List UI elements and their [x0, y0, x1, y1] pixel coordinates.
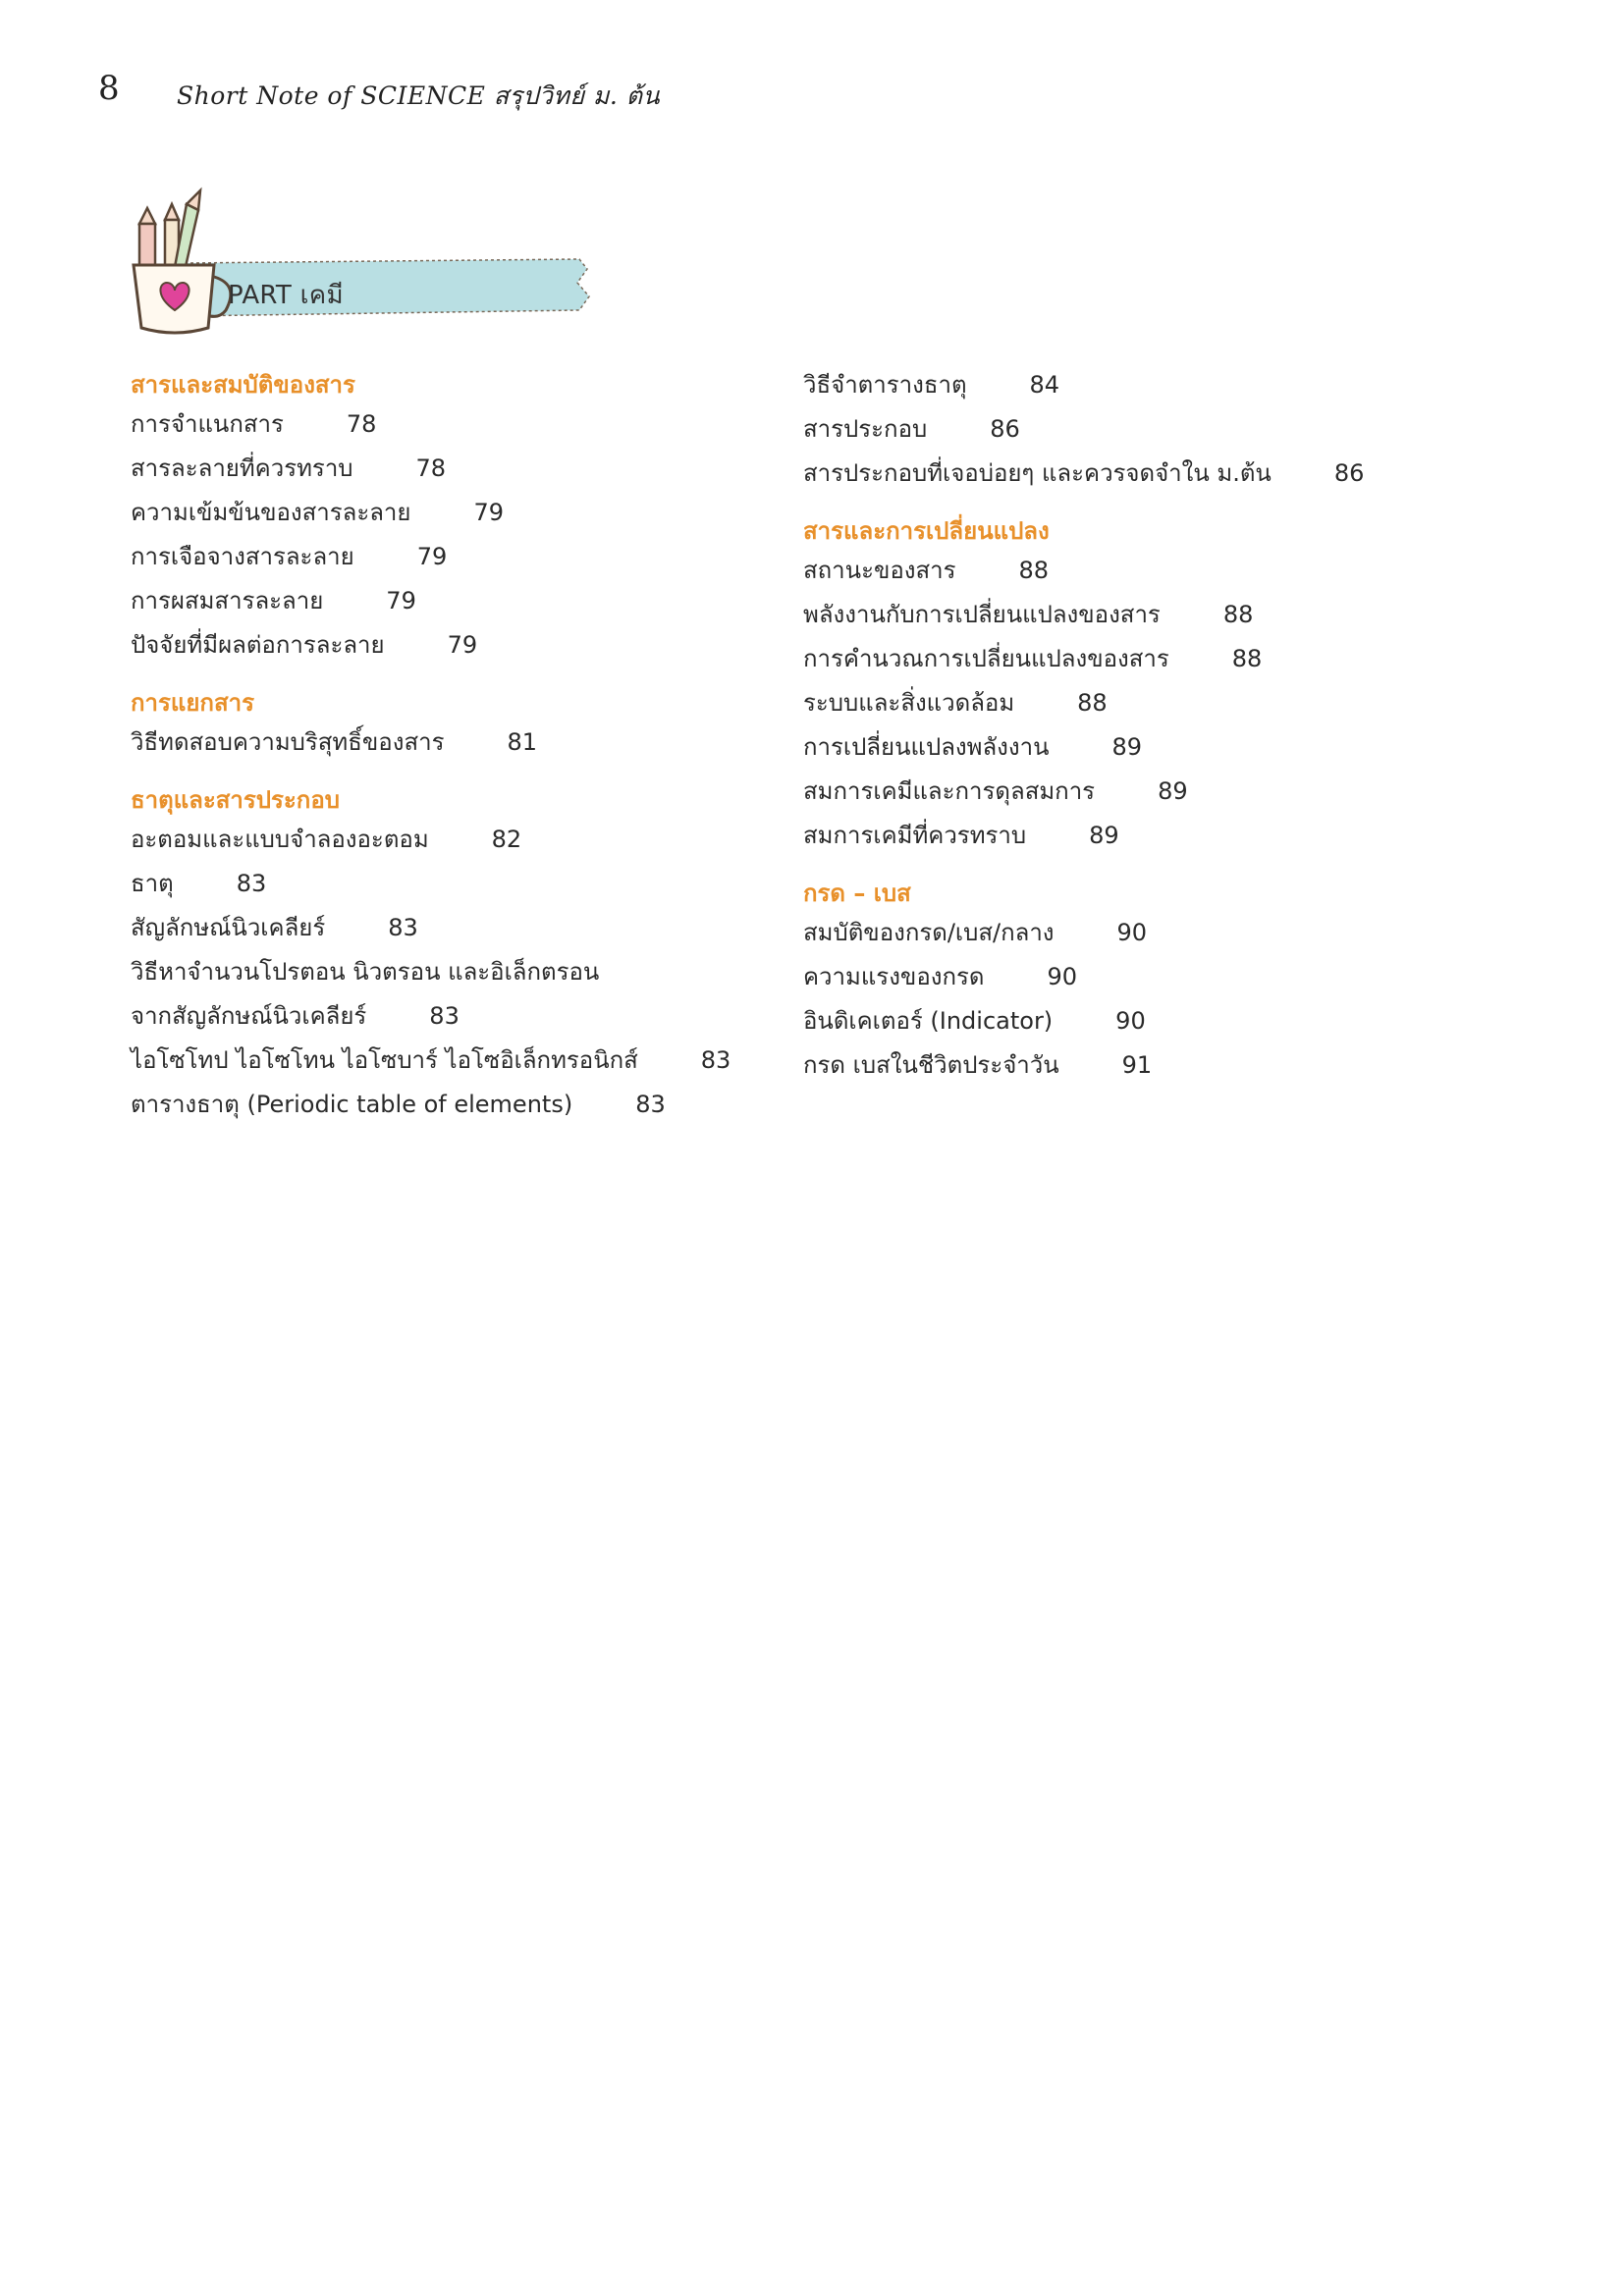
toc-section [803, 876, 1412, 1092]
entry-title: สมบัติของกรด/เบส/กลาง [803, 919, 1055, 946]
entry-title: อินดิเคเตอร์ (Indicator) [803, 1007, 1054, 1035]
toc-entry [131, 1042, 731, 1087]
toc-entry [131, 910, 720, 954]
toc-section [131, 782, 731, 1131]
toc-entry [803, 641, 1412, 685]
entry-title: สถานะของสาร [803, 557, 956, 584]
entry-page: 89 [1089, 822, 1119, 849]
entry-title: ระบบและสิ่งแวดล้อม [803, 689, 1015, 717]
entry-page: 83 [635, 1091, 666, 1118]
toc-entry [131, 866, 720, 910]
entry-title: สมการเคมีที่ควรทราบ [803, 822, 1027, 849]
entry-page: 86 [990, 415, 1020, 443]
entry-title: สัญลักษณ์นิวเคลียร์ [131, 914, 326, 941]
toc-entry [803, 959, 1412, 1003]
entry-title: ความเข้มข้นของสารละลาย [131, 499, 411, 526]
entry-title: สารประกอบ [803, 415, 928, 443]
entry-page: 88 [1077, 689, 1108, 717]
entry-title: วิธีจำตารางธาตุ [803, 371, 967, 399]
entry-page: 90 [1047, 963, 1077, 990]
toc-entry [803, 455, 1412, 500]
entry-page: 84 [1029, 371, 1060, 399]
toc-section [803, 513, 1412, 862]
entry-title: สารละลายที่ควรทราบ [131, 454, 353, 482]
entry-page: 89 [1111, 733, 1143, 761]
toc-entry [131, 406, 720, 451]
entry-title: ความแรงของกรด [803, 963, 985, 990]
entry-title: กรด เบสในชีวิตประจำวัน [803, 1051, 1059, 1079]
toc-left-column [131, 367, 731, 1145]
toc-entry [131, 583, 720, 627]
entry-title: การคำนวณการเปลี่ยนแปลงของสาร [803, 645, 1169, 672]
toc-entry [131, 822, 720, 866]
section-heading: สารและการเปลี่ยนแปลง [803, 517, 1050, 545]
pencil-cup-icon [126, 187, 597, 344]
toc-entry [131, 998, 720, 1042]
toc-entry [131, 627, 720, 671]
entry-page: 83 [429, 1002, 460, 1030]
entry-page: 79 [473, 499, 505, 526]
entry-page: 88 [1222, 601, 1254, 628]
entry-title: จากสัญลักษณ์นิวเคลียร์ [131, 1002, 367, 1030]
entry-page: 79 [386, 587, 416, 614]
entry-title: การเจือจางสารละลาย [131, 543, 354, 570]
toc-entry [131, 495, 720, 539]
entry-page: 89 [1158, 777, 1188, 805]
toc-entry [131, 724, 720, 769]
entry-title: การเปลี่ยนแปลงพลังงาน [803, 733, 1050, 761]
toc-entry [131, 539, 720, 583]
entry-page: 90 [1116, 919, 1148, 946]
entry-page: 83 [236, 870, 267, 897]
entry-title: วิธีทดสอบความบริสุทธิ์ของสาร [131, 728, 445, 756]
toc-section [803, 367, 1412, 500]
entry-title: การผสมสารละลาย [131, 587, 324, 614]
section-heading: การแยกสาร [131, 689, 254, 717]
entry-title: วิธีหาจำนวนโปรตอน นิวตรอน และอิเล็กตรอน [131, 958, 600, 986]
section-heading: สารและสมบัติของสาร [131, 371, 355, 399]
toc-entry [803, 553, 1412, 597]
entry-title: อะตอมและแบบจำลองอะตอม [131, 826, 429, 853]
entry-page: 78 [415, 454, 447, 482]
toc-entry [803, 915, 1412, 959]
part-banner [126, 187, 597, 344]
entry-page: 88 [1018, 557, 1050, 584]
toc-entry [803, 685, 1412, 729]
entry-title: สารประกอบที่เจอบ่อยๆ และควรจดจำใน ม.ต้น [803, 459, 1272, 487]
entry-title: พลังงานกับการเปลี่ยนแปลงของสาร [803, 601, 1161, 628]
entry-page: 79 [447, 631, 478, 659]
toc-entry [803, 597, 1412, 641]
toc-entry [803, 1047, 1412, 1092]
entry-page: 88 [1231, 645, 1263, 672]
toc-entry [803, 774, 1412, 818]
toc-right-column [803, 367, 1412, 1105]
entry-page: 83 [700, 1046, 731, 1074]
entry-page: 82 [491, 826, 522, 853]
toc-entry [803, 411, 1412, 455]
entry-page: 83 [388, 914, 418, 941]
section-heading: กรด – เบส [803, 880, 911, 907]
entry-title: ไอโซโทป ไอโซโทน ไอโซบาร์ ไอโซอิเล็กทรอนิกส์ [131, 1046, 638, 1074]
toc-section [131, 367, 720, 671]
entry-page: 86 [1333, 459, 1365, 487]
entry-title: ตารางธาตุ (Periodic table of elements) [131, 1091, 573, 1118]
entry-title: ปัจจัยที่มีผลต่อการละลาย [131, 631, 385, 659]
section-heading: ธาตุและสารประกอบ [131, 786, 340, 814]
entry-page: 90 [1115, 1007, 1146, 1035]
entry-title: การจำแนกสาร [131, 410, 284, 438]
toc-entry [131, 1087, 720, 1131]
entry-page: 79 [416, 543, 448, 570]
toc-entry [131, 954, 720, 998]
entry-page: 81 [507, 728, 537, 756]
part-title: PART เคมี [228, 281, 344, 310]
entry-title: สมการเคมีและการดุลสมการ [803, 777, 1096, 805]
entry-page: 91 [1121, 1051, 1153, 1079]
toc-entry [803, 367, 1412, 411]
toc-entry [803, 729, 1412, 774]
page-number: 8 [98, 69, 120, 108]
entry-page: 78 [346, 410, 377, 438]
toc-entry [803, 1003, 1412, 1047]
running-title: Short Note of SCIENCE สรุปวิทย์ ม. ต้น [177, 81, 661, 110]
entry-title: ธาตุ [131, 870, 174, 897]
toc-entry [803, 818, 1412, 862]
toc-section [131, 685, 720, 769]
toc-entry [131, 451, 720, 495]
